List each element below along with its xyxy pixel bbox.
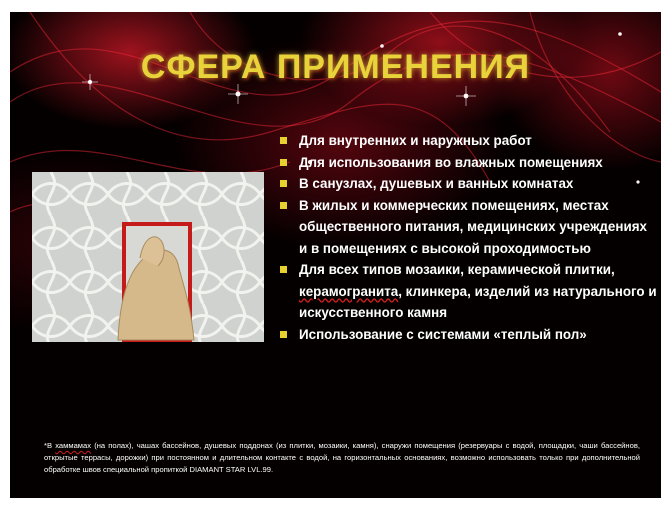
- list-item-text: Использование с системами «теплый пол»: [299, 326, 587, 342]
- list-item-text-end: , клинкера, изделий из натурального и искусственного камня: [299, 283, 657, 320]
- list-item: [278, 324, 658, 346]
- bullet-square-icon: [280, 202, 287, 209]
- list-item: [278, 173, 658, 195]
- list-item-text: В жилых и коммерческих помещениях, местах общественного питания, медицинских учреждениях и в помещениях с высокой проходимостью: [299, 197, 647, 256]
- list-item: [278, 259, 658, 324]
- list-item-text-start: Для всех типов мозаики, керамической плитки,: [299, 262, 615, 277]
- footnote-text: (на полах), чашах бассейнов, душевых поддонах (из плитки, мозаики, камня), снаружи помещения (резервуары с водой, площадки, чаши бассейнов, открытые террасы, дорожки) при постоянном и длительном контакте с водой, на горизонтальных основаниях, возможно использовать только при дополнительной обработке швов специальной пропиткой DIAMANT STAR LVL.99.: [44, 441, 640, 474]
- list-item-text: Для использования во влажных помещениях: [299, 154, 603, 170]
- usage-list: [278, 130, 658, 345]
- footnote-prefix: *В: [44, 441, 56, 450]
- footnote: [44, 440, 640, 476]
- list-item-text: В санузлах, душевых и ванных комнатах: [299, 176, 574, 191]
- slide: [10, 12, 661, 498]
- list-item: [278, 130, 658, 152]
- bullet-square-icon: [280, 180, 287, 187]
- bullet-square-icon: [280, 137, 287, 144]
- tile-grouting-photo: [32, 172, 264, 342]
- list-item-text: Для внутренних и наружных работ: [299, 133, 532, 148]
- list-item: [278, 152, 658, 174]
- footnote-underlined-word: хаммамах: [55, 441, 92, 450]
- page-title: СФЕРА ПРИМЕНЕНИЯ: [140, 48, 531, 86]
- list-item: [278, 195, 658, 260]
- bullet-square-icon: [280, 266, 287, 273]
- spellcheck-underlined-word: керамогранита: [299, 283, 399, 299]
- bullet-square-icon: [280, 331, 287, 338]
- bullet-square-icon: [280, 159, 287, 166]
